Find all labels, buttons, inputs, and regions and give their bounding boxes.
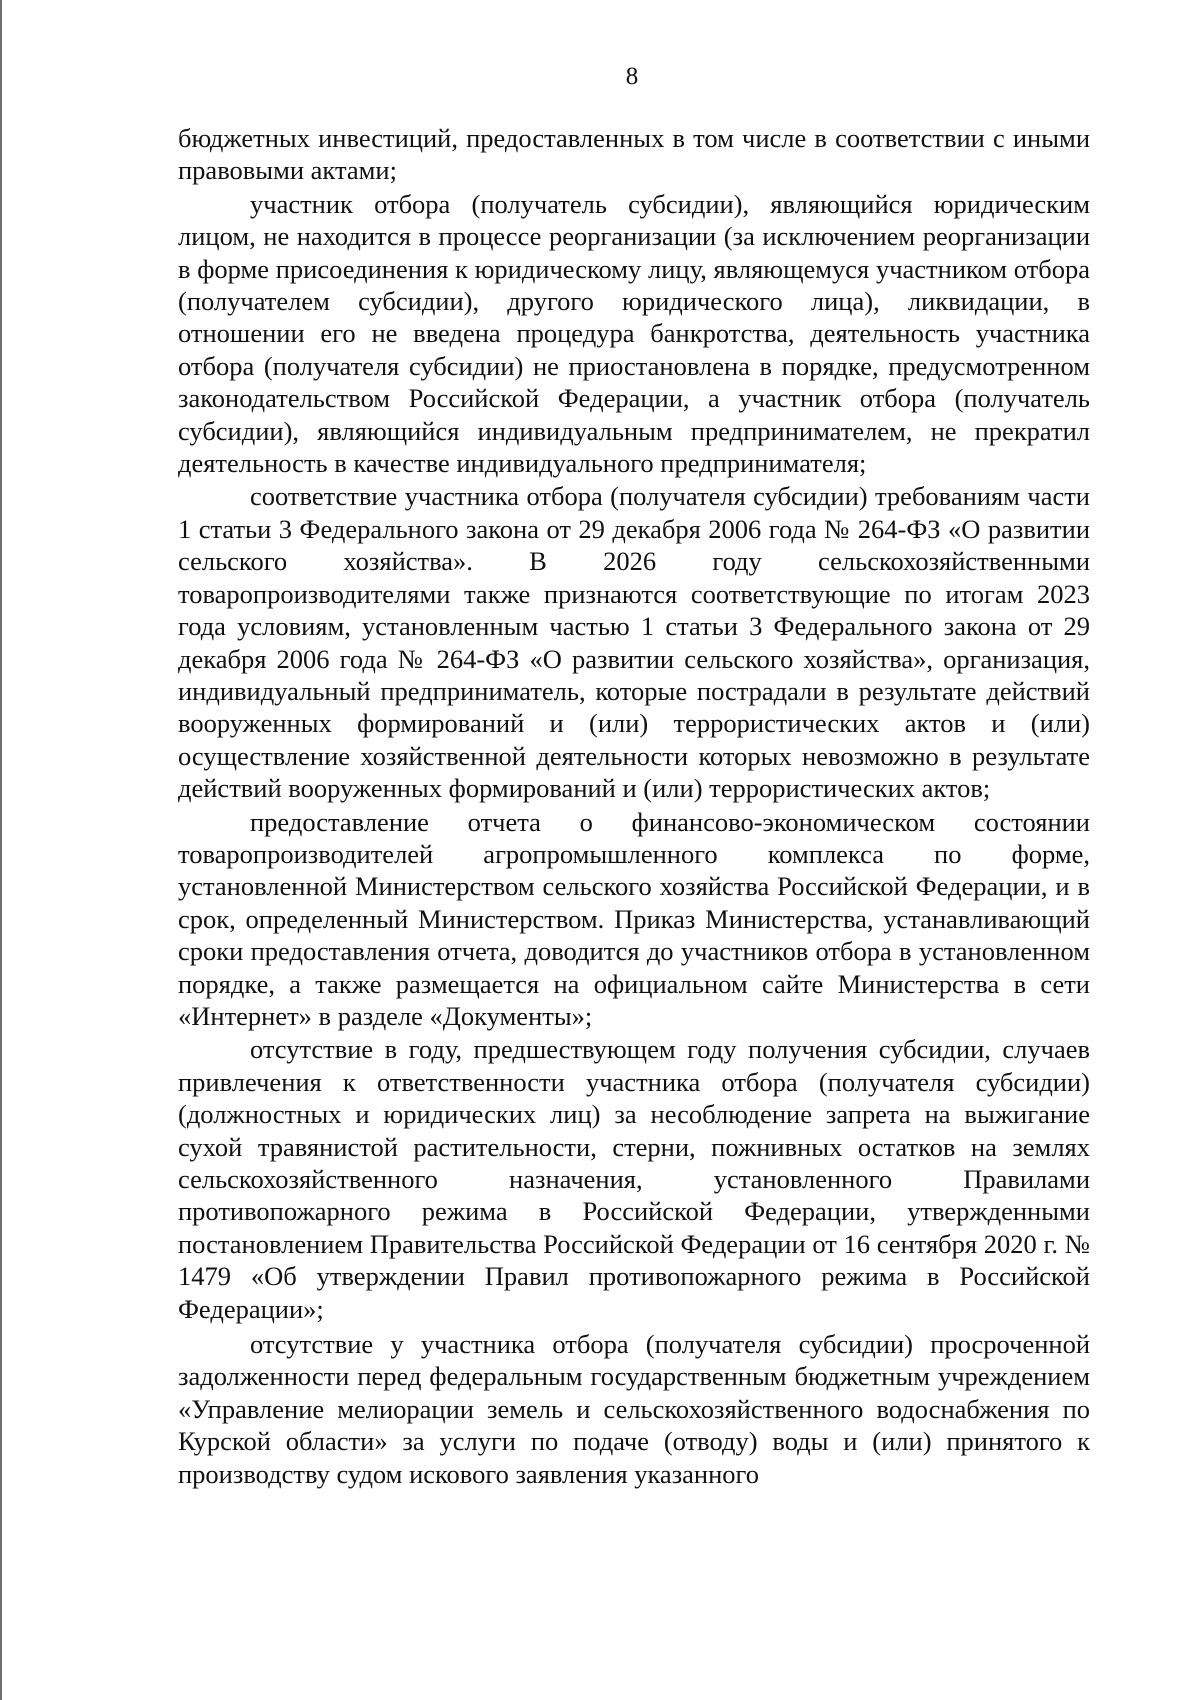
paragraph-debt-absence: отсутствие у участника отбора (получателя субсидии) просроченной задолженности перед федеральным государственным бюджетным учреждением «Управление мелиорации земель и сельскохозяйственного водоснабжения по Курской области» за услуги по подаче (отводу) воды и (или) принятого к производству судом искового заявления указанного [178,1329,1090,1489]
scan-left-edge [0,0,2,1700]
paragraph-financial-report: предоставление отчета о финансово-экономическом состоянии товаропроизводителей агропромышленного комплекса по форме, установленной Министерством сельского хозяйства Российской Федерации, и в срок, определенный Министерством. Приказ Министерства, устанавливающий сроки предоставления отчета, доводится до участников отбора в установленном порядке, а также размещается на официальном сайте Министерства в сети «Интернет» в разделе «Документы»; [178,806,1090,1031]
paragraph-budget-investments: бюджетных инвестиций, предоставленных в том числе в соответствии с иными правовыми актами; [178,123,1090,186]
paragraph-legal-entity-status: участник отбора (получатель субсидии), являющийся юридическим лицом, не находится в процессе реорганизации (за исключением реорганизации в форме присоединения к юридическому лицу, являющемуся участником отбора (получателем субсидии), другого юридического лица), ликвидации, в отношении его не введена процедура банкротства, деятельность участника отбора (получателя субсидии) не приостановлена в порядке, предусмотренном законодательством Российской Федерации, а участник отбора (получатель субсидии), являющийся индивидуальным предпринимателем, не прекратил деятельность в качестве индивидуального предпринимателя; [178,188,1090,479]
document-body [178,122,1090,1490]
paragraph-fire-safety: отсутствие в году, предшествующем году получения субсидии, случаев привлечения к ответственности участника отбора (получателя субсидии) (должностных и юридических лиц) за несоблюдение запрета на выжигание сухой травянистой растительности, стерни, пожнивных остатков на землях сельскохозяйственного назначения, установленного Правилами противопожарного режима в Российской Федерации, утвержденными постановлением Правительства Российской Федерации от 16 сентября 2020 г. № 1479 «Об утверждении Правил противопожарного режима в Российской Федерации»; [178,1034,1090,1324]
paragraph-federal-law-compliance: соответствие участника отбора (получателя субсидии) требованиям части 1 статьи 3 Федерального закона от 29 декабря 2006 года № 264-ФЗ «О развитии сельского хозяйства». В 2026 году сельскохозяйственными товаропроизводителями также признаются соответствующие по итогам 2023 года условиям, установленным частью 1 статьи 3 Федерального закона от 29 декабря 2006 года № 264-ФЗ «О развитии сельского хозяйства», организация, индивидуальный предприниматель, которые пострадали в результате действий вооруженных формирований и (или) террористических актов и (или) осуществление хозяйственной деятельности которых невозможно в результате действий вооруженных формирований и (или) террористических актов; [178,481,1090,804]
page-number: 8 [625,63,639,90]
